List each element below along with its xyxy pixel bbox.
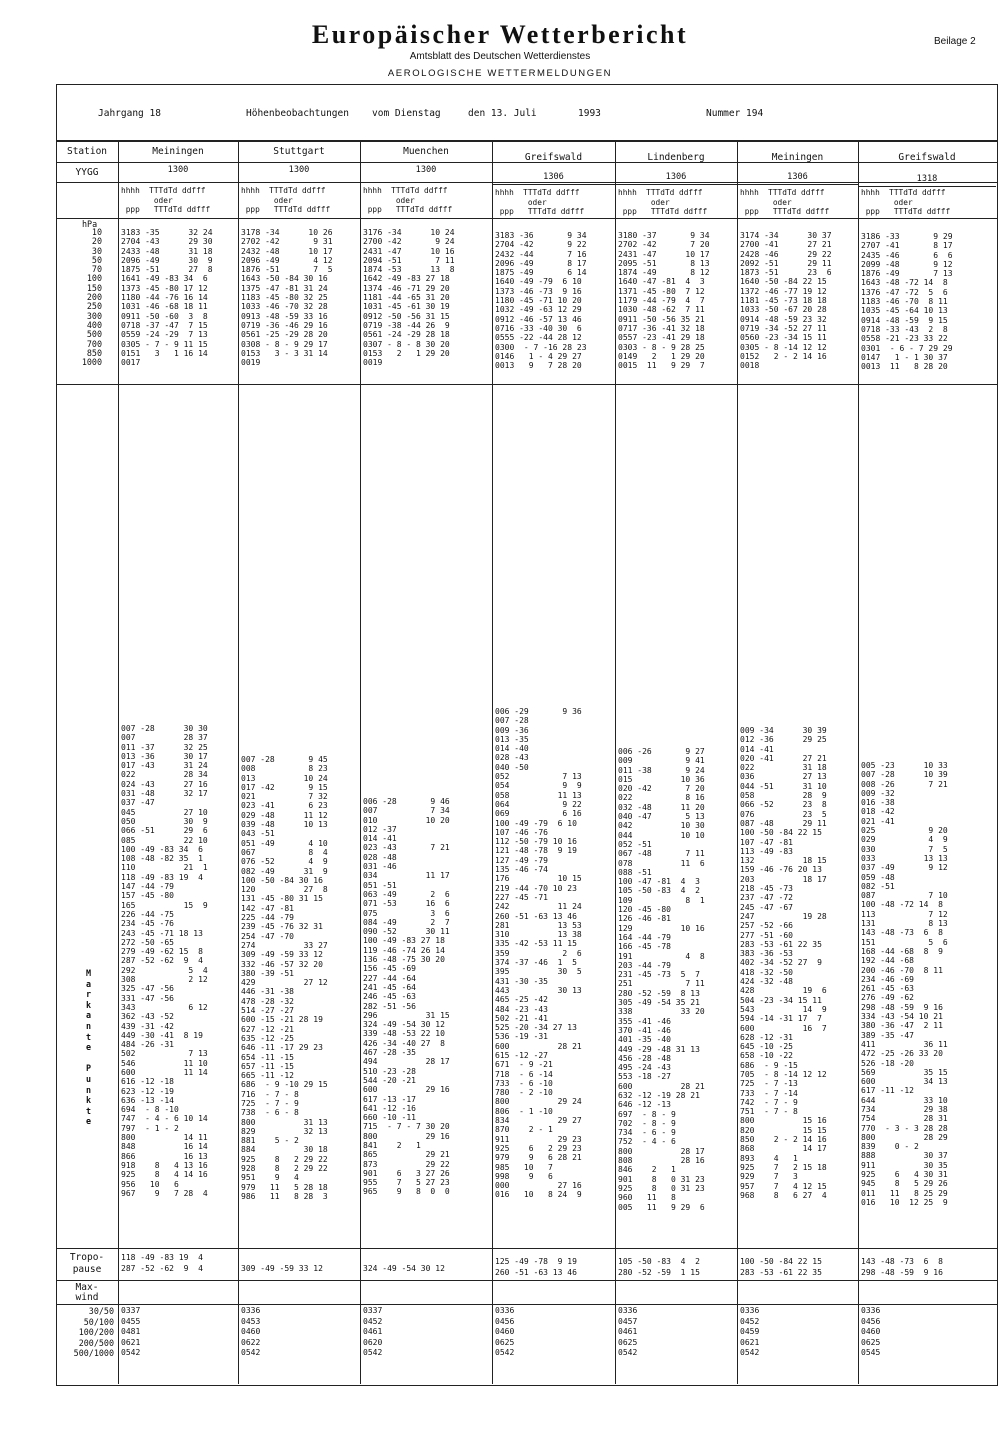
tropopause-values: 105 -50 -83 4 2 280 -52 -59 1 15 (618, 1257, 700, 1277)
observation-time: 1306 (665, 172, 687, 182)
weekday: vom Dienstag (372, 108, 441, 119)
time-underline (492, 184, 615, 185)
time-underline (737, 184, 858, 185)
tropopause-values: 309 -49 -59 33 12 (241, 1264, 323, 1273)
tropopause-label-2: pause (72, 1264, 102, 1275)
row-divider (56, 384, 998, 385)
standard-levels: 3174 -34 30 37 2700 -41 27 21 2428 -46 29 22 2092 -51 29 11 1873 -51 23 6 1640 -50 -84 22 15 1372 -46 -77 19 12 1181 -45 -73 18 18 1033 -50 -67 20 28 0914 -48 -59 23 32 0719 -34 -52 27 11 0560 -23 -34 15 11 0305 - 8 -14 12 12 0152 2 - 2 14 16 0018 (740, 231, 832, 371)
max-wind-values: 0337 0455 0481 0621 0542 (121, 1306, 141, 1358)
station-label: Station (66, 146, 108, 157)
column-subheader: hhhh TTTdTd ddfff oder ppp TTTdTd ddfff (495, 188, 585, 217)
observation-time: 1300 (415, 165, 437, 175)
column-subheader: hhhh TTTdTd ddfff oder ppp TTTdTd ddfff (121, 186, 211, 215)
issue-number: Nummer 194 (706, 108, 764, 119)
row-divider (56, 1248, 998, 1249)
tropopause-values: 324 -49 -54 30 12 (363, 1264, 445, 1273)
markante-punkte-label: M a r k a n t e P u n k t e (86, 968, 92, 1127)
standard-levels: 3183 -35 32 24 2704 -43 29 30 2433 -48 31 18 2096 -49 30 9 1875 -51 27 8 1641 -49 -83 34 6 1373 -45 -80 17 12 1180 -44 -76 16 14 1031 -46 -68 18 11 0911 -50 -60 3 8 0718 -37 -47 7 15 0559 -24 -29 7 13 0305 - 7 - 9 11 15 0151 3 1 16 14 0017 (121, 228, 213, 368)
standard-levels: 3183 -36 9 34 2704 -42 9 22 2432 -44 7 16 2096 -49 8 17 1875 -49 6 14 1640 -49 -79 6 10 1373 -46 -73 9 16 1180 -45 -71 10 20 1032 -49 -63 12 29 0912 -46 -57 13 46 0716 -33 -40 30 6 0555 -22 -44 28 12 0300 - 7 -16 28 23 0146 1 - 4 29 27 0013 9 7 28 20 (495, 231, 587, 371)
standard-levels: 3176 -34 10 24 2700 -42 9 24 2431 -47 10 16 2094 -51 7 11 1874 -53 13 8 1642 -49 -83 27 18 1374 -46 -71 29 20 1181 -44 -65 31 20 1031 -45 -61 30 19 0912 -50 -56 31 15 0719 -38 -44 26 9 0561 -24 -29 28 18 0307 - 8 - 8 30 20 0153 2 1 29 20 0019 (363, 228, 455, 368)
col-divider (238, 140, 239, 1384)
year: 1993 (578, 108, 601, 119)
significant-points: 005 -23 10 33 007 -28 10 39 008 -26 7 21 009 -32 016 -38 018 -42 021 -41 025 9 20 029 4 9 030 7 5 033 13 13 037 -49 9 12 059 -48 082 -51 087 7 10 100 -48 -72 14 8 113 7 12 131 8 13 143 -48 -73 6 8 151 5 6 168 -44 -68 8 9 192 -44 -68 200 -46 -70 8 11 234 -46 -69 261 -45 -63 276 -49 -62 298 -48 -59 9 16 334 -43 -54 10 21 380 -36 -47 2 11 389 -35 -47 411 36 11 472 -25 -26 33 20 526 -18 -20 569 35 15 600 34 13 617 -11 -12 644 33 10 734 29 38 754 28 31 770 - 3 - 3 28 28 800 28 29 839 0 - 2 888 30 37 911 30 35 925 6 4 30 31 945 8 5 29 26 011 11 8 25 29 016 10 12 25 9 (861, 761, 948, 1207)
station-name: Meiningen (152, 146, 204, 157)
row-divider (56, 218, 998, 219)
standard-levels: 3178 -34 10 26 2702 -42 9 31 2432 -48 10 17 2096 -49 4 12 1876 -51 7 5 1643 -50 -84 30 16 1375 -47 -81 31 24 1183 -45 -80 32 25 1033 -46 -70 32 28 0913 -48 -59 33 16 0719 -36 -46 29 16 0561 -25 -29 28 20 0308 - 8 - 9 29 17 0153 3 - 3 31 14 0019 (241, 228, 333, 368)
station-name: Stuttgart (273, 146, 325, 157)
observation-time: 1300 (288, 165, 310, 175)
yygg-label: YYGG (75, 167, 99, 178)
max-wind-values: 0336 0453 0460 0622 0542 (241, 1306, 261, 1358)
volume-label: Jahrgang 18 (98, 108, 161, 119)
significant-points: 009 -34 30 39 012 -36 29 25 014 -41 020 -41 27 21 022 31 18 036 27 13 044 -51 31 10 058 28 9 066 -52 23 8 076 23 5 087 -48 29 11 100 -50 -84 22 15 107 -47 -81 113 -49 -83 132 18 15 159 -46 -76 20 13 203 18 17 218 -45 -73 237 -47 -72 245 -47 -67 247 19 28 257 -52 -66 277 -51 -60 283 -53 -61 22 35 383 -36 -53 402 -34 -52 27 9 418 -32 -50 424 -32 -48 428 19 6 504 -23 -34 15 11 543 14 9 594 -14 -31 17 7 600 16 7 628 -12 -31 645 -10 -25 658 -10 -22 686 - 9 -15 705 - 8 -14 12 12 725 - 7 -13 733 - 7 -14 742 - 7 - 9 751 - 7 - 8 800 15 16 820 15 15 850 2 - 2 14 16 868 14 17 893 4 1 925 7 2 15 18 929 7 3 957 7 4 12 15 968 8 6 27 4 (740, 726, 827, 1200)
standard-levels: 3186 -33 9 29 2707 -41 8 17 2435 -46 6 6 2099 -48 9 12 1876 -49 7 13 1643 -48 -72 14 8 1376 -47 -72 5 6 1183 -46 -70 8 11 1035 -45 -64 10 13 0914 -48 -59 9 15 0718 -33 -43 2 8 0558 -21 -23 33 22 0301 - 6 - 7 29 29 0147 1 - 1 30 37 0013 11 8 28 20 (861, 232, 953, 372)
maxwind-label-1: Max- (75, 1282, 99, 1293)
tropopause-values: 143 -48 -73 6 8 298 -48 -59 9 16 (861, 1257, 943, 1277)
report-title: Europäischer Wetterbericht (311, 20, 689, 49)
observation-time: 1306 (543, 172, 564, 182)
tropopause-values: 118 -49 -83 19 4 287 -52 -62 9 4 (121, 1253, 203, 1273)
wind-layers: 30/50 50/100 100/200 200/500 500/1000 (73, 1306, 114, 1359)
column-subheader: hhhh TTTdTd ddfff oder ppp TTTdTd ddfff (740, 188, 830, 217)
significant-points: 006 -29 9 36 007 -28 009 -36 013 -35 014 -40 028 -43 040 -50 052 7 13 054 9 9 058 11 13 064 9 22 069 6 16 100 -49 -79 6 10 107 -46 -76 112 -50 -79 10 16 121 -48 -78 9 19 127 -49 -79 135 -46 -74 176 10 15 219 -44 -70 10 23 227 -45 -71 242 11 24 260 -51 -63 13 46 281 13 53 310 13 38 335 -42 -53 11 15 359 2 6 374 -37 -46 1 5 395 30 5 431 -30 -35 443 30 13 465 -25 -42 484 -23 -43 502 -21 -41 525 -20 -34 27 13 536 -19 -31 600 28 21 615 -12 -27 671 - 9 -21 718 - 6 -14 733 - 6 -10 780 - 2 -10 800 29 24 806 - 1 -10 834 29 27 870 2 - 1 911 29 23 925 6 2 29 23 979 9 6 28 21 985 10 7 998 9 6 000 27 16 016 10 8 24 9 (495, 707, 582, 1200)
supplement-label: Beilage 2 (934, 36, 976, 47)
column-subheader: hhhh TTTdTd ddfff oder ppp TTTdTd ddfff (241, 186, 331, 215)
max-wind-values: 0337 0452 0461 0620 0542 (363, 1306, 383, 1358)
report-section: AEROLOGISCHE WETTERMELDUNGEN (387, 68, 613, 79)
station-name: Greifswald (898, 152, 956, 163)
station-name: Meiningen (771, 152, 824, 163)
col-divider (737, 140, 738, 1384)
max-wind-values: 0336 0456 0460 0625 0545 (861, 1306, 881, 1358)
pressure-levels: 10 20 30 50 70 100 150 200 250 300 400 500 700 850 1000 (81, 227, 102, 368)
report-subtitle: Amtsblatt des Deutschen Wetterdienstes (409, 51, 591, 62)
col-divider (360, 140, 361, 1384)
col-divider (858, 140, 859, 1384)
significant-points: 006 -26 9 27 009 9 41 011 -38 9 24 015 10 36 020 -42 7 20 022 8 16 032 -48 11 20 040 -47 5 13 042 10 30 044 10 10 052 -51 067 -48 7 11 078 11 6 088 -51 100 -47 -81 4 3 105 -50 -83 4 2 109 8 1 120 -45 -80 126 -46 -81 129 10 16 164 -44 -79 166 -45 -78 191 4 8 203 -44 -79 231 -45 -73 5 7 251 7 11 280 -52 -59 8 13 305 -49 -54 35 21 338 33 20 355 -41 -46 370 -41 -46 401 -35 -40 449 -29 -48 31 13 456 -28 -48 495 -24 -43 553 -18 -27 600 28 21 632 -12 -19 28 21 646 -12 -13 697 - 8 - 9 702 - 8 - 9 734 - 6 - 9 752 - 4 - 6 800 28 17 808 28 16 846 2 1 901 8 0 31 23 925 8 0 31 23 960 11 8 005 11 9 29 6 (618, 747, 705, 1212)
tropopause-values: 125 -49 -78 9 19 260 -51 -63 13 46 (495, 1257, 577, 1277)
observation-time: 1318 (916, 174, 938, 184)
column-subheader: hhhh TTTdTd ddfff oder ppp TTTdTd ddfff (618, 188, 708, 217)
row-divider (56, 1280, 998, 1281)
row-divider (56, 182, 998, 183)
date: den 13. Juli (468, 108, 537, 119)
tropopause-values: 100 -50 -84 22 15 283 -53 -61 22 35 (740, 1257, 822, 1277)
observation-time: 1306 (787, 172, 808, 182)
column-subheader: hhhh TTTdTd ddfff oder ppp TTTdTd ddfff (861, 188, 951, 217)
maxwind-label-2: wind (75, 1292, 99, 1303)
col-divider (492, 140, 493, 1384)
station-name: Muenchen (403, 146, 449, 157)
standard-levels: 3180 -37 9 34 2702 -42 7 20 2431 -47 10 17 2095 -51 8 13 1874 -49 8 12 1640 -47 -81 4 3 1371 -45 -80 7 12 1179 -44 -79 4 7 1030 -48 -62 7 11 0911 -50 -56 35 21 0717 -36 -41 32 18 0557 -23 -41 29 18 0303 - 8 - 9 28 25 0149 2 1 29 20 0015 11 9 29 7 (618, 231, 710, 371)
col-divider (118, 140, 119, 1384)
observation-type: Höhenbeobachtungen (246, 108, 349, 119)
time-underline (858, 186, 996, 187)
tropopause-label-1: Tropo- (69, 1252, 105, 1263)
station-name: Greifswald (524, 152, 583, 163)
significant-points: 006 -28 9 46 007 7 34 010 10 20 012 -37 014 -41 023 -43 7 21 028 -48 031 -46 034 11 17 051 -51 063 -49 2 6 071 -53 16 6 075 3 6 084 -49 2 7 090 -52 30 11 100 -49 -83 27 18 119 -46 -74 26 14 136 -48 -75 30 20 156 -45 -69 227 -44 -64 241 -45 -64 246 -45 -63 282 -51 -56 296 31 15 324 -49 -54 30 12 339 -48 -53 22 10 426 -34 -40 27 8 467 -28 -35 494 28 17 510 -23 -28 544 -20 -21 600 29 16 617 -13 -17 641 -12 -16 660 -10 -11 715 - 7 - 7 30 20 800 29 16 841 2 1 865 29 21 873 29 22 901 6 3 27 26 955 7 5 27 23 965 9 8 0 0 (363, 797, 450, 1197)
station-name: Lindenberg (647, 152, 705, 163)
col-divider (615, 140, 616, 1384)
significant-points: 007 -28 30 30 007 28 37 011 -37 32 25 013 -36 30 17 017 -43 31 24 022 28 34 024 -43 27 16 031 -48 32 17 037 -47 045 27 10 050 30 9 066 -51 29 6 085 22 10 100 -49 -83 34 6 108 -48 -82 35 1 110 21 1 118 -49 -83 19 4 147 -44 -79 157 -45 -80 165 15 9 226 -44 -75 234 -45 -76 243 -45 -71 18 13 272 -50 -65 279 -49 -62 15 8 287 -52 -62 9 4 292 5 4 308 2 12 325 -47 -56 331 -47 -56 343 6 12 362 -43 -52 439 -31 -42 449 -30 -41 8 19 484 -26 -31 502 7 13 546 11 10 600 11 14 616 -12 -18 623 -12 -19 636 -13 -14 694 - 8 -10 747 - 4 - 6 10 14 797 - 1 - 2 800 14 11 848 16 14 866 16 13 918 8 4 13 16 925 8 4 14 16 956 10 6 967 9 7 28 4 (121, 724, 208, 1198)
significant-points: 007 -28 9 45 008 8 23 013 10 24 017 -42 9 15 021 7 32 023 -41 6 23 029 -48 11 12 039 -48 10 13 043 -51 051 -49 4 10 067 8 4 076 -52 4 9 082 -49 31 9 100 -50 -84 30 16 120 27 8 131 -45 -80 31 15 142 -47 -81 225 -44 -79 239 -45 -76 32 31 254 -47 -70 274 33 27 309 -49 -59 33 12 332 -46 -57 32 20 380 -39 -51 429 27 12 446 -31 -38 478 -28 -32 514 -27 -27 600 -15 -21 28 19 627 -12 -21 635 -12 -25 646 -11 -17 29 23 654 -11 -15 657 -11 -15 665 -11 -12 686 - 9 -10 29 15 716 - 7 - 8 725 - 7 - 9 738 - 6 - 8 800 31 13 829 32 13 881 5 - 2 884 30 18 925 8 2 29 22 928 8 2 29 22 951 9 4 979 11 5 28 18 986 11 8 28 3 (241, 755, 328, 1201)
row-divider (56, 1304, 998, 1305)
column-subheader: hhhh TTTdTd ddfff oder ppp TTTdTd ddfff (363, 186, 453, 215)
hpa-label: hPa (82, 219, 98, 229)
time-underline (615, 184, 737, 185)
max-wind-values: 0336 0456 0460 0625 0542 (495, 1306, 515, 1358)
max-wind-values: 0336 0452 0459 0621 0542 (740, 1306, 760, 1358)
observation-time: 1300 (167, 165, 189, 175)
max-wind-values: 0336 0457 0461 0625 0542 (618, 1306, 638, 1358)
